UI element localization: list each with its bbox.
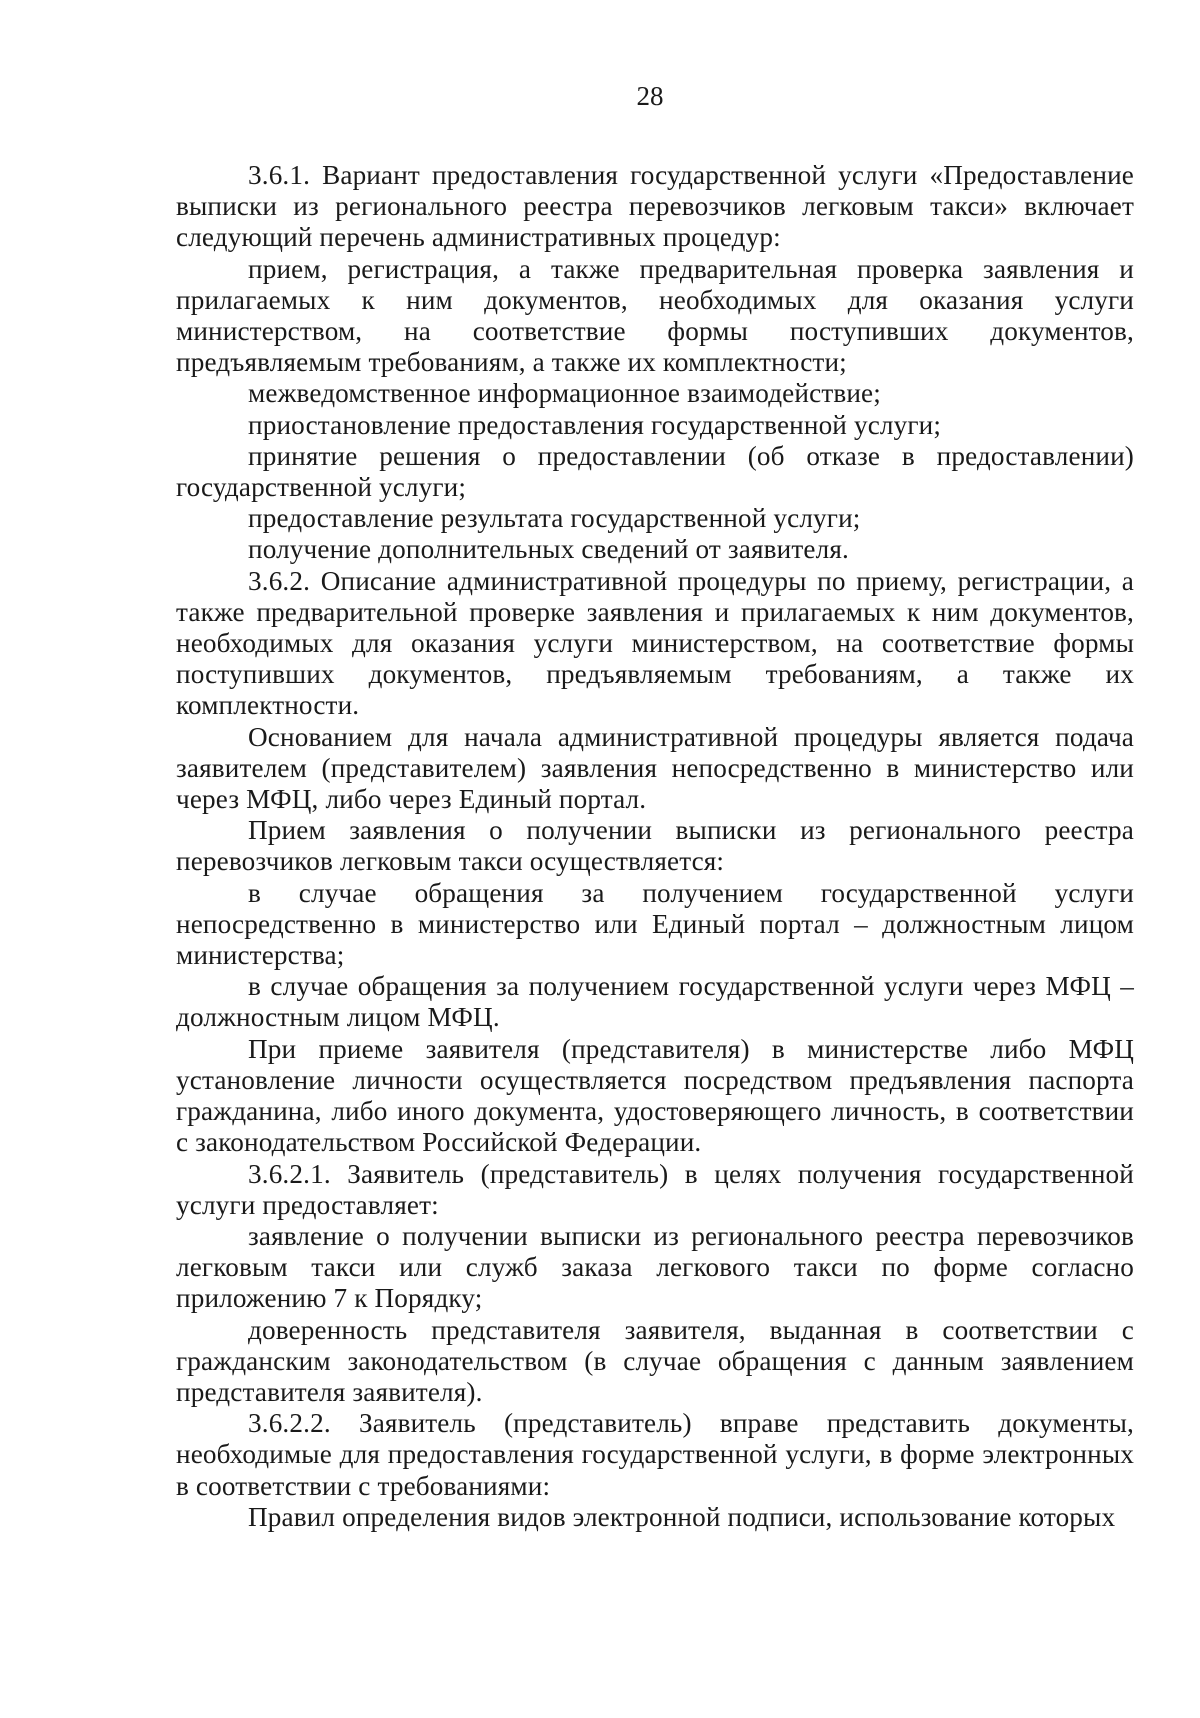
list-item-ministry: в случае обращения за получением государственной услуги непосредственно в министерство или Единый портал – должностным лицом министерства; [176, 877, 1134, 971]
page-number: 28 [636, 81, 664, 111]
list-item-additional-info: получение дополнительных сведений от заявителя. [248, 534, 849, 565]
list-item-application: заявление о получении выписки из регионального реестра перевозчиков легковым такси или служб заказа легкового такси по форме согласно приложению 7 к Порядку; [176, 1220, 1134, 1314]
list-item-mfc: в случае обращения за получением государственной услуги через МФЦ – должностным лицом МФЦ. [176, 971, 1134, 1033]
paragraph-rules: Правил определения видов электронной подписи, использование которых [248, 1501, 1116, 1532]
list-item-decision: принятие решения о предоставлении (об отказе в предоставлении) государственной услуги; [176, 440, 1134, 503]
paragraph-grounds: Основанием для начала административной процедуры является подача заявителем (представителем) заявления непосредственно в министерство или через МФЦ, либо через Единый портал. [176, 721, 1134, 815]
list-item-result: предоставление результата государственной услуги; [248, 503, 861, 534]
document-body [176, 160, 1134, 1533]
paragraph-3-6-1: 3.6.1. Вариант предоставления государственной услуги «Предоставление выписки из регионального реестра перевозчиков легковым такси» включает следующий перечень административных процедур: [176, 160, 1134, 253]
paragraph-reception: Прием заявления о получении выписки из регионального реестра перевозчиков легковым такси осуществляется: [176, 815, 1134, 877]
list-item-reception: прием, регистрация, а также предварительная проверка заявления и прилагаемых к ним документов, необходимых для оказания услуги министерством, на соответствие формы поступивших документов, предъявляемым требованиям, а также их комплектности; [176, 253, 1134, 378]
list-item-interagency: межведомственное информационное взаимодействие; [248, 378, 881, 409]
paragraph-3-6-2: 3.6.2. Описание административной процедуры по приему, регистрации, а также предварительной проверке заявления и прилагаемых к ним документов, необходимых для оказания услуги министерством, на соответствие формы поступивших документов, предъявляемым требованиям, а также их комплектности. [176, 565, 1134, 721]
paragraph-identity: При приеме заявителя (представителя) в министерстве либо МФЦ установление личности осуществляется посредством предъявления паспорта гражданина, либо иного документа, удостоверяющего личность, в соответствии с законодательством Российской Федерации. [176, 1033, 1134, 1158]
list-item-power-of-attorney: доверенность представителя заявителя, выданная в соответствии с гражданским законодательством (в случае обращения с данным заявлением представителя заявителя). [176, 1314, 1134, 1407]
paragraph-3-6-2-1: 3.6.2.1. Заявитель (представитель) в целях получения государственной услуги предоставляет: [176, 1158, 1134, 1220]
paragraph-3-6-2-2: 3.6.2.2. Заявитель (представитель) вправе представить документы, необходимые для предоставления государственной услуги, в форме электронных в соответствии с требованиями: [176, 1408, 1134, 1501]
list-item-suspension: приостановление предоставления государственной услуги; [248, 409, 942, 440]
